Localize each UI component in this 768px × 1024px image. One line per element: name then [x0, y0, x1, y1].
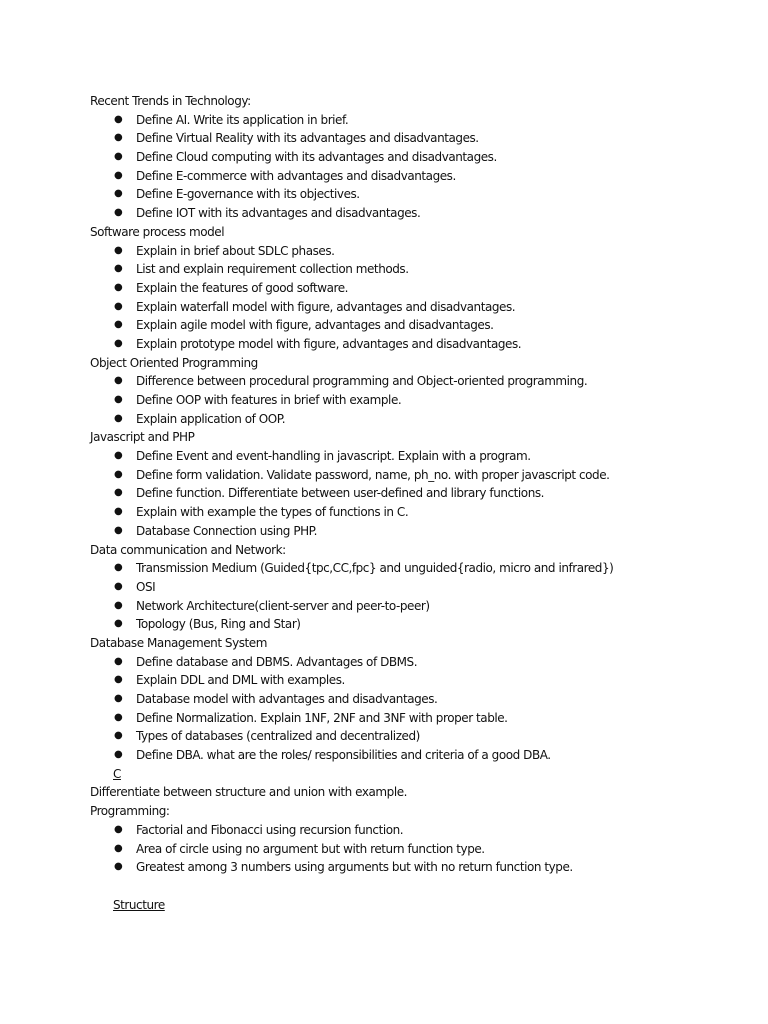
bullet-icon: ● [114, 693, 123, 704]
bullet-icon: ● [114, 730, 123, 742]
list-item: ● Greatest among 3 numbers using arguments but with no return function type. [90, 858, 730, 877]
bullet-icon: ● [114, 749, 123, 761]
list-item: ● Define Cloud computing with its advantages and disadvantages. [90, 148, 730, 167]
bullet-icon: ● [114, 655, 123, 667]
bullet-icon: ● [114, 300, 123, 312]
bullet-icon: ● [114, 151, 123, 163]
bullet-icon: ● [114, 188, 123, 200]
bullet-icon: ● [114, 618, 123, 630]
bullet-icon: ● [114, 487, 123, 499]
bullet-icon: ● [114, 207, 123, 219]
bullet-icon: ● [114, 281, 123, 293]
list-item: ● Define function. Differentiate between user-defined and library functions. [90, 484, 730, 503]
list-item: ● Define database and DBMS. Advantages of DBMS. [90, 653, 730, 672]
list-item: ● Explain prototype model with figure, advantages and disadvantages. [90, 335, 730, 354]
list-item: ● Factorial and Fibonacci using recursion function. [90, 821, 730, 840]
list-item: ● Define E-commerce with advantages and disadvantages. [90, 167, 730, 186]
list-item: ● Explain with example the types of functions in C. [90, 503, 730, 522]
section-heading-data-communication: Data communication and Network: [90, 542, 286, 557]
bullet-icon: ● [114, 823, 123, 835]
bullet-icon: ● [114, 244, 123, 256]
list-item: ● Topology (Bus, Ring and Star) [90, 615, 730, 634]
list-item: ● Define Normalization. Explain 1NF, 2NF and 3NF with proper table. [90, 709, 730, 728]
bullet-icon: ● [114, 113, 123, 125]
section-heading-dbms: Database Management System [90, 635, 267, 650]
bullet-icon: ● [114, 506, 123, 518]
document-content [90, 92, 730, 914]
bullet-icon: ● [114, 412, 123, 424]
list-item: ● Define E-governance with its objectives. [90, 185, 730, 204]
list-item: ● OSI [90, 578, 730, 597]
section-heading-oop: Object Oriented Programming [90, 355, 258, 370]
list-item: ● Define DBA. what are the roles/ responsibilities and criteria of a good DBA. [90, 746, 730, 765]
list-item: ● Define Event and event-handling in javascript. Explain with a program. [90, 447, 730, 466]
blank-line [90, 877, 730, 896]
bullet-icon: ● [114, 562, 123, 574]
section-heading-structure: Structure [113, 897, 165, 912]
list-item: ● Explain DDL and DML with examples. [90, 671, 730, 690]
bullet-icon: ● [114, 450, 123, 462]
c-question: Differentiate between structure and union with example. [90, 785, 408, 800]
programming-heading: Programming: [90, 804, 170, 819]
bullet-icon: ● [114, 132, 123, 144]
bullet-icon: ● [114, 468, 123, 480]
bullet-icon: ● [114, 524, 123, 536]
list-item: ● Area of circle using no argument but with return function type. [90, 840, 730, 859]
list-item: ● Difference between procedural programming and Object-oriented programming. [90, 372, 730, 391]
list-item: ● Explain in brief about SDLC phases. [90, 242, 730, 261]
list-item: ● Database Connection using PHP. [90, 522, 730, 541]
list-item: ● Define form validation. Validate password, name, ph_no. with proper javascript code. [90, 466, 730, 485]
section-heading-recent-trends: Recent Trends in Technology: [90, 94, 251, 108]
bullet-icon: ● [114, 842, 123, 854]
bullet-icon: ● [114, 674, 123, 686]
list-item: ● Explain agile model with figure, advantages and disadvantages. [90, 316, 730, 335]
section-heading-c: C [113, 766, 121, 781]
bullet-icon: ● [114, 711, 123, 723]
bullet-icon: ● [114, 394, 123, 405]
bullet-icon: ● [114, 580, 123, 592]
bullet-icon: ● [114, 263, 123, 275]
bullet-icon: ● [114, 599, 123, 611]
bullet-icon: ● [114, 861, 123, 873]
list-item: ● Transmission Medium (Guided{tpc,CC,fpc} and unguided{radio, micro and infrared}) [90, 559, 730, 578]
list-item: ● Define Virtual Reality with its advantages and disadvantages. [90, 129, 730, 148]
list-item: ● Database model with advantages and disadvantages. [90, 690, 730, 709]
list-item: ● Network Architecture(client-server and peer-to-peer) [90, 597, 730, 616]
list-item: ● Define OOP with features in brief with example. [90, 391, 730, 410]
list-item: ● Types of databases (centralized and decentralized) [90, 727, 730, 746]
list-item: ● Define IOT with its advantages and disadvantages. [90, 204, 730, 223]
section-heading-software-process: Software process model [90, 224, 225, 239]
bullet-icon: ● [114, 169, 123, 181]
list-item: ● Explain application of OOP. [90, 410, 730, 429]
section-heading-javascript-php: Javascript and PHP [90, 430, 195, 445]
bullet-icon: ● [114, 319, 123, 331]
list-item: ● Explain the features of good software. [90, 279, 730, 298]
list-item: ● Explain waterfall model with figure, advantages and disadvantages. [90, 298, 730, 317]
bullet-icon: ● [114, 337, 123, 349]
list-item: ● Define AI. Write its application in brief. [90, 111, 730, 130]
bullet-icon: ● [114, 375, 123, 387]
list-item: ● List and explain requirement collection methods. [90, 260, 730, 279]
